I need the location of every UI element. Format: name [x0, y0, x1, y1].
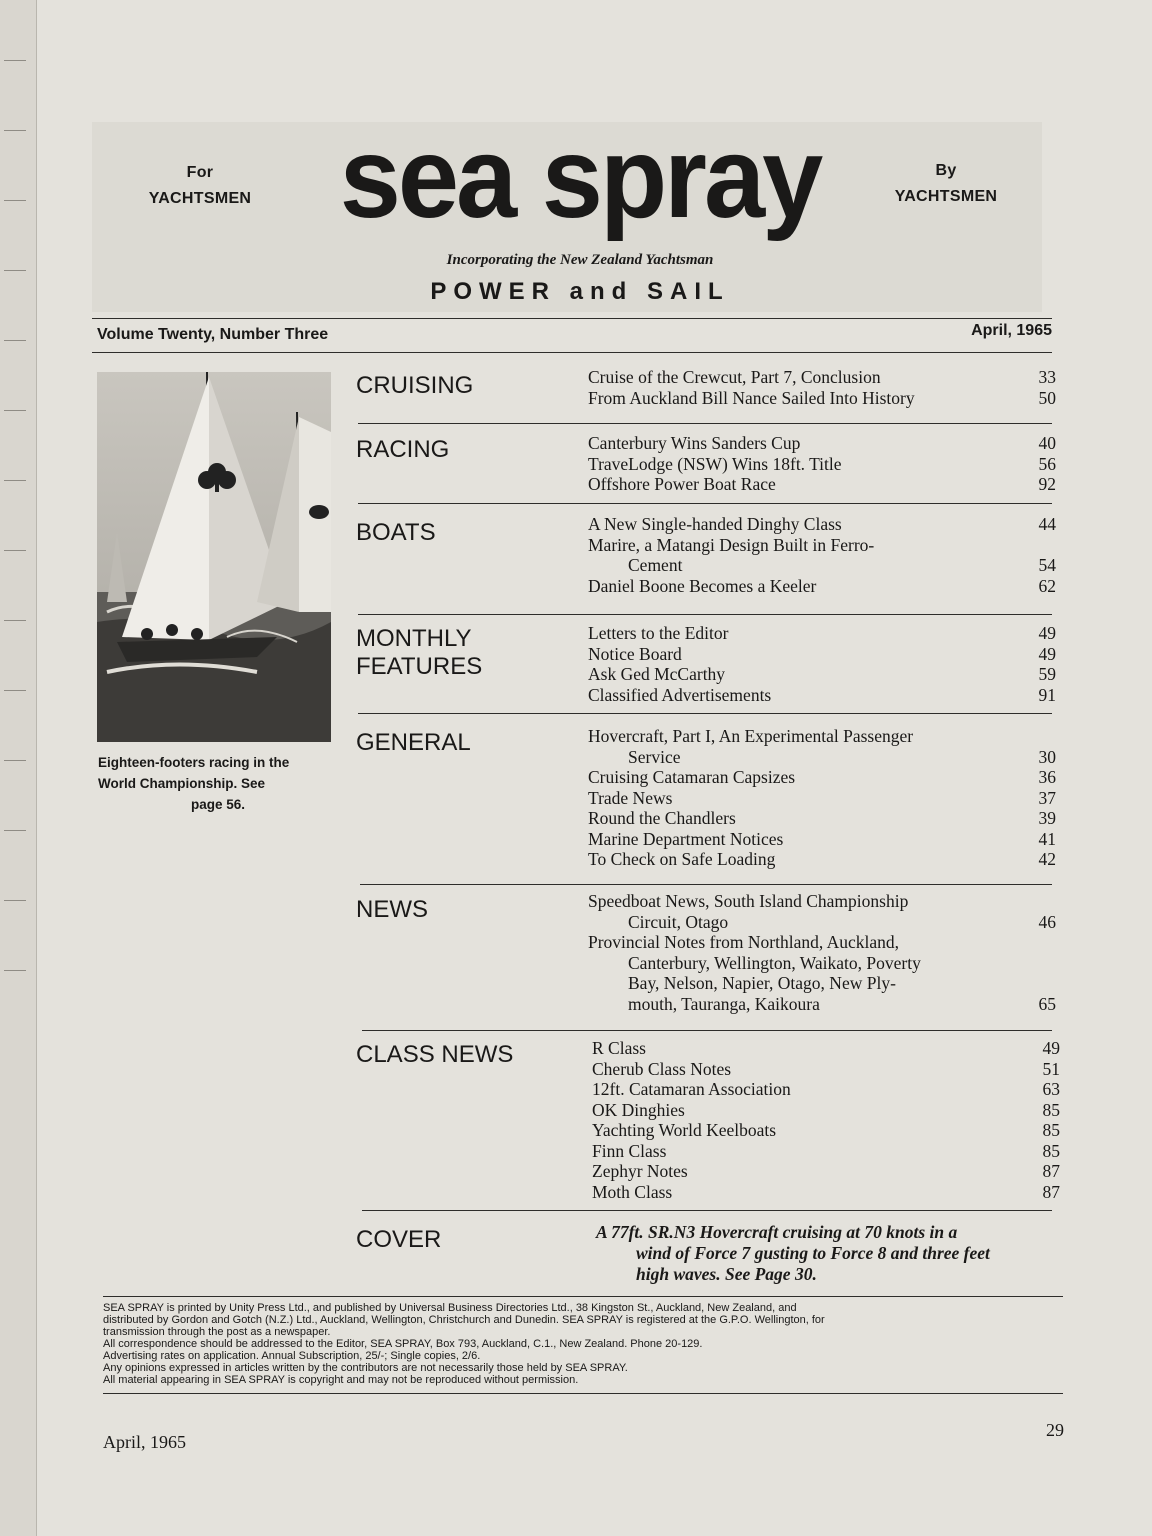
- adjacent-page-edge: [0, 0, 37, 1536]
- tag-line: YACHTSMEN: [148, 190, 252, 207]
- rule: [92, 318, 1052, 319]
- edge-tick: [4, 60, 26, 61]
- section-cruising: CRUISING: [356, 372, 474, 399]
- edge-tick: [4, 340, 26, 341]
- toc-entry[interactable]: Round the Chandlers 39: [588, 808, 1056, 828]
- section-general: GENERAL: [356, 729, 471, 756]
- edge-tick: [4, 270, 26, 271]
- imprint-notice: [103, 1302, 1065, 1386]
- cover-line: high waves. See Page 30.: [636, 1264, 817, 1284]
- class-news-entries: [592, 1038, 1060, 1202]
- rule: [103, 1393, 1063, 1394]
- toc-entry[interactable]: Ask Ged McCarthy 59: [588, 664, 1056, 684]
- section-rule: [358, 423, 1052, 424]
- page-number: 29: [1046, 1420, 1064, 1440]
- toc-entry[interactable]: TraveLodge (NSW) Wins 18ft. Title 56: [588, 453, 1056, 474]
- imprint-line: transmission through the post as a newspaper.: [103, 1326, 331, 1338]
- toc-entry[interactable]: Cherub Class Notes 51: [592, 1058, 1060, 1079]
- section-rule: [362, 1030, 1052, 1031]
- toc-entry[interactable]: From Auckland Bill Nance Sailed Into History 50: [588, 387, 1056, 408]
- imprint-line: All material appearing in SEA SPRAY is copyright and may not be reproduced without permission.: [103, 1374, 579, 1386]
- cover-photo-eighteen-footers: [97, 372, 331, 742]
- edge-tick: [4, 830, 26, 831]
- edge-tick: [4, 760, 26, 761]
- edge-tick: [4, 620, 26, 621]
- toc-entry[interactable]: Cruising Catamaran Capsizes 36: [588, 767, 1056, 787]
- section-rule: [358, 713, 1052, 714]
- toc-entry[interactable]: Trade News 37: [588, 787, 1056, 808]
- boats-entries: [588, 514, 1056, 596]
- toc-entry[interactable]: Moth Class 87: [592, 1181, 1060, 1202]
- sailboat-photo: [97, 372, 331, 742]
- photo-caption: [98, 752, 338, 815]
- section-racing: RACING: [356, 436, 450, 463]
- toc-entry[interactable]: Finn Class 85: [592, 1140, 1060, 1161]
- toc-entry[interactable]: Letters to the Editor 49: [588, 623, 1056, 643]
- caption-line: Eighteen-footers racing in the: [98, 755, 290, 770]
- imprint-line: Any opinions expressed in articles written by the contributors are not necessarily those held by SEA SPRAY.: [103, 1362, 628, 1374]
- toc-entry[interactable]: Notice Board 49: [588, 643, 1056, 664]
- section-rule: [358, 614, 1052, 615]
- toc-entry[interactable]: To Check on Safe Loading 42: [588, 849, 1056, 869]
- section-cover: COVER: [356, 1226, 442, 1253]
- imprint-line: All correspondence should be addressed to the Editor, SEA SPRAY, Box 793, Auckland, C.1., New Zealand. Phone 20-129.: [103, 1338, 703, 1350]
- toc-entry[interactable]: Service 30: [628, 746, 1056, 767]
- toc-entry[interactable]: Offshore Power Boat Race 92: [588, 474, 1056, 494]
- toc-entry[interactable]: Marire, a Matangi Design Built in Ferro-: [588, 534, 875, 555]
- toc-entry[interactable]: R Class 49: [592, 1038, 1060, 1058]
- tag-line: For: [186, 164, 214, 181]
- edge-tick: [4, 550, 26, 551]
- imprint-line: SEA SPRAY is printed by Unity Press Ltd., and published by Universal Business Directories Ltd., 38 Kingston St., Auckland, New Zealand, and: [103, 1302, 797, 1314]
- racing-entries: [588, 433, 1056, 495]
- toc-entry[interactable]: Marine Department Notices 41: [588, 828, 1056, 849]
- news-entries: [588, 891, 1056, 1014]
- cover-description: [596, 1222, 1062, 1285]
- edge-tick: [4, 200, 26, 201]
- section-boats: BOATS: [356, 519, 436, 546]
- tag-line: YACHTSMEN: [894, 188, 998, 205]
- volume-number: Volume Twenty, Number Three: [97, 326, 329, 343]
- toc-entry[interactable]: OK Dinghies 85: [592, 1099, 1060, 1120]
- toc-entry[interactable]: Circuit, Otago 46: [628, 911, 1056, 932]
- edge-tick: [4, 900, 26, 901]
- section-rule: [362, 1210, 1052, 1211]
- monthly-features-entries: [588, 623, 1056, 705]
- magazine-title: sea spray: [339, 112, 821, 243]
- cover-line: A 77ft. SR.N3 Hovercraft cruising at 70 knots in a: [596, 1222, 958, 1242]
- toc-entry[interactable]: A New Single-handed Dinghy Class 44: [588, 514, 1056, 534]
- tag-line: By: [935, 162, 957, 179]
- section-class-news: CLASS NEWS: [356, 1041, 514, 1068]
- toc-entry[interactable]: Canterbury Wins Sanders Cup 40: [588, 433, 1056, 453]
- edge-tick: [4, 690, 26, 691]
- toc-entry[interactable]: Daniel Boone Becomes a Keeler 62: [588, 575, 1056, 596]
- by-yachtsmen-tag: [876, 158, 1016, 210]
- edge-tick: [4, 410, 26, 411]
- toc-entry[interactable]: Zephyr Notes 87: [592, 1161, 1060, 1181]
- toc-entry[interactable]: 12ft. Catamaran Association 63: [592, 1079, 1060, 1099]
- edge-tick: [4, 970, 26, 971]
- for-yachtsmen-tag: [130, 160, 270, 212]
- caption-line: World Championship. See: [98, 776, 266, 791]
- caption-line: page 56.: [190, 797, 246, 812]
- toc-entry[interactable]: Cruise of the Crewcut, Part 7, Conclusion 33: [588, 367, 1056, 387]
- toc-entry[interactable]: mouth, Tauranga, Kaikoura 65: [628, 993, 1056, 1014]
- imprint-line: distributed by Gordon and Gotch (N.Z.) Ltd., Auckland, Wellington, Christchurch and Dunedin. SEA SPRAY is registered at the G.P.O. Wellington, for: [103, 1314, 825, 1326]
- section-monthly-features: MONTHLY FEATURES: [356, 625, 483, 680]
- toc-entry[interactable]: Provincial Notes from Northland, Auckland,: [588, 932, 900, 952]
- rule: [92, 352, 1052, 353]
- section-news: NEWS: [356, 896, 428, 923]
- toc-entry[interactable]: Yachting World Keelboats 85: [592, 1120, 1060, 1140]
- general-entries: [588, 726, 1056, 870]
- section-rule: [358, 503, 1052, 504]
- toc-entry[interactable]: Classified Advertisements 91: [588, 684, 1056, 705]
- magazine-subtitle: Incorporating the New Zealand Yachtsman: [446, 252, 714, 268]
- cruising-entries: [588, 367, 1056, 408]
- section-rule: [360, 884, 1052, 885]
- toc-entry[interactable]: Hovercraft, Part I, An Experimental Passenger: [588, 726, 914, 746]
- toc-entry[interactable]: Cement 54: [628, 555, 1056, 575]
- imprint-line: Advertising rates on application. Annual Subscription, 25/-; Single copies, 2/6.: [103, 1350, 481, 1362]
- toc-entry[interactable]: Speedboat News, South Island Championship: [588, 891, 909, 911]
- edge-tick: [4, 480, 26, 481]
- footer-date: April, 1965: [103, 1432, 186, 1452]
- toc-entry[interactable]: Canterbury, Wellington, Waikato, Poverty: [628, 952, 921, 973]
- power-and-sail-line: POWER and SAIL: [430, 278, 730, 305]
- rule: [103, 1296, 1063, 1297]
- toc-entry[interactable]: Bay, Nelson, Napier, Otago, New Ply-: [628, 973, 896, 993]
- cover-line: wind of Force 7 gusting to Force 8 and three feet: [636, 1243, 990, 1263]
- edge-tick: [4, 130, 26, 131]
- issue-date: April, 1965: [971, 322, 1052, 339]
